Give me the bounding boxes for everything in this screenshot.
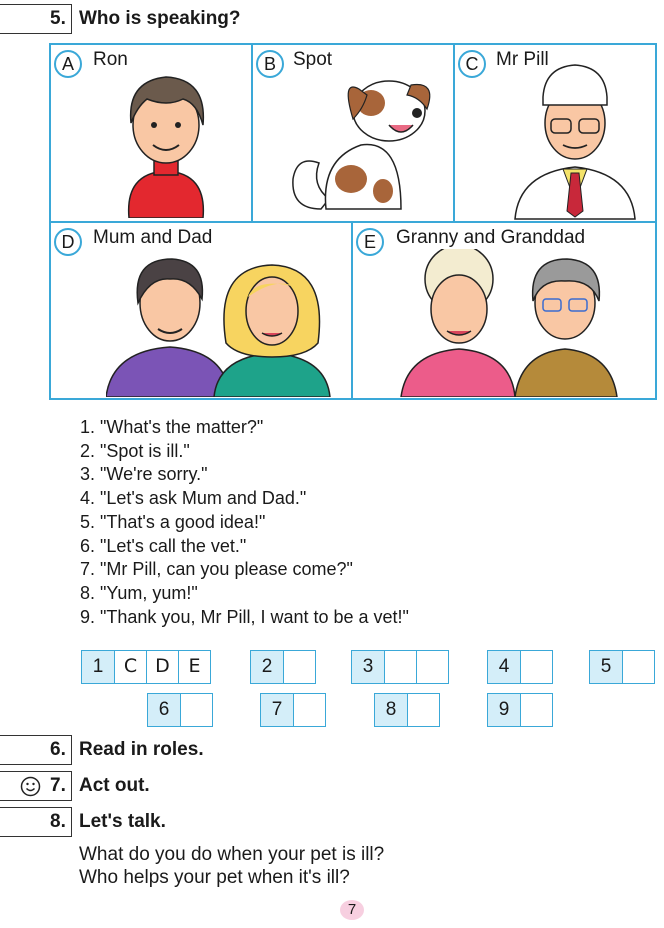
question-line: Who helps your pet when it's ill? xyxy=(79,867,350,888)
quote-line: 9. "Thank you, Mr Pill, I want to be a vet!" xyxy=(80,606,409,627)
letter-c-badge: C xyxy=(458,50,486,78)
exercise-7-number: 7. xyxy=(50,775,66,796)
answer-box-4 xyxy=(487,650,553,684)
answer-box-6 xyxy=(147,693,213,727)
exercise-6-number: 6. xyxy=(50,739,66,760)
quote-line: 7. "Mr Pill, can you please come?" xyxy=(80,559,353,580)
answer-cell[interactable] xyxy=(520,651,552,683)
cell-e xyxy=(353,223,655,398)
exercise-5-number: 5. xyxy=(50,8,66,29)
name-granny-and-granddad: Granny and Granddad xyxy=(396,227,586,248)
quote-line: 5. "That's a good idea!" xyxy=(80,511,266,532)
quote-list xyxy=(80,416,409,629)
exercise-6-title: Read in roles. xyxy=(79,739,204,760)
answer-box-5 xyxy=(589,650,655,684)
quote-line: 4. "Let's ask Mum and Dad." xyxy=(80,488,307,509)
answer-number: 5 xyxy=(590,651,622,683)
ron-illustration xyxy=(111,63,221,218)
answer-number: 9 xyxy=(488,694,520,726)
character-grid xyxy=(49,43,657,400)
quote-line: 8. "Yum, yum!" xyxy=(80,582,198,603)
discussion-questions xyxy=(79,843,384,889)
answer-cell[interactable]: C xyxy=(114,651,146,683)
letter-e-badge: E xyxy=(356,228,384,256)
answer-cell[interactable] xyxy=(293,694,325,726)
answer-cell[interactable] xyxy=(283,651,315,683)
answer-box-1 xyxy=(81,650,211,684)
answer-cell[interactable]: D xyxy=(146,651,178,683)
name-ron: Ron xyxy=(93,49,128,70)
letter-b-badge: B xyxy=(256,50,284,78)
question-line: What do you do when your pet is ill? xyxy=(79,844,385,865)
answer-number: 2 xyxy=(251,651,283,683)
answer-number: 3 xyxy=(352,651,384,683)
answer-number: 6 xyxy=(148,694,180,726)
name-mr-pill: Mr Pill xyxy=(496,49,549,70)
answer-box-9 xyxy=(487,693,553,727)
answer-box-8 xyxy=(374,693,440,727)
answer-cell[interactable]: E xyxy=(178,651,210,683)
name-mum-and-dad: Mum and Dad xyxy=(93,227,213,248)
mr-pill-illustration xyxy=(505,61,645,221)
answer-cell[interactable] xyxy=(622,651,654,683)
smiley-icon xyxy=(20,776,41,797)
answer-cell[interactable] xyxy=(416,651,448,683)
cell-a xyxy=(51,45,253,223)
letter-a-badge: A xyxy=(54,50,82,78)
name-spot: Spot xyxy=(293,49,333,70)
mum-and-dad-illustration xyxy=(106,247,336,397)
exercise-7-title: Act out. xyxy=(79,775,150,796)
cell-d xyxy=(51,223,353,398)
answer-cell[interactable] xyxy=(520,694,552,726)
letter-d-badge: D xyxy=(54,228,82,256)
cell-b xyxy=(253,45,455,223)
answer-number: 8 xyxy=(375,694,407,726)
answer-number: 7 xyxy=(261,694,293,726)
exercise-8-number: 8. xyxy=(50,811,66,832)
answer-box-3 xyxy=(351,650,449,684)
answer-cell[interactable] xyxy=(180,694,212,726)
quote-line: 2. "Spot is ill." xyxy=(80,440,190,461)
answer-cell[interactable] xyxy=(384,651,416,683)
granny-and-granddad-illustration xyxy=(395,249,645,397)
answer-box-2 xyxy=(250,650,316,684)
quote-line: 6. "Let's call the vet." xyxy=(80,535,247,556)
answer-number: 1 xyxy=(82,651,114,683)
cell-c xyxy=(455,45,655,223)
exercise-5-title: Who is speaking? xyxy=(79,8,241,29)
answer-number: 4 xyxy=(488,651,520,683)
answer-box-7 xyxy=(260,693,326,727)
page-number: 7 xyxy=(340,900,364,920)
quote-line: 1. "What's the matter?" xyxy=(80,417,264,437)
spot-illustration xyxy=(271,59,441,219)
exercise-8-title: Let's talk. xyxy=(79,811,166,832)
answer-cell[interactable] xyxy=(407,694,439,726)
quote-line: 3. "We're sorry." xyxy=(80,464,208,485)
